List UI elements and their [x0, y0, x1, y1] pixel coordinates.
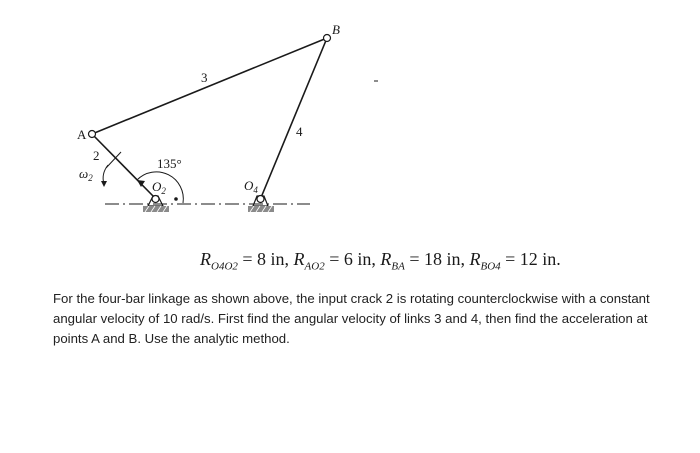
joint-b: [324, 35, 331, 42]
label-point-b: B: [332, 22, 340, 37]
equation-subscript: AO2: [304, 260, 325, 273]
label-link-4: 4: [296, 124, 303, 139]
label-angle: 135°: [157, 156, 182, 171]
equation-subscript: BA: [391, 260, 405, 273]
label-omega: $\omega_2$: [79, 166, 93, 183]
link-2: [92, 134, 155, 198]
equation-value: = 12 in.: [500, 249, 561, 269]
link-3: [92, 38, 327, 134]
equation-symbol: R: [469, 249, 481, 269]
label-link-2: 2: [93, 148, 100, 163]
label-pivot-o4: $O_4$: [244, 178, 258, 195]
omega-arrowhead: [101, 181, 107, 187]
omega-rotation-stroke: [106, 152, 121, 168]
equation-term: [380, 249, 470, 273]
equation-subscript: BO4: [480, 260, 501, 273]
equation-symbol: R: [293, 249, 305, 269]
angle-vertex-dot: [174, 197, 178, 201]
joint-a: [89, 131, 96, 138]
equation-term: [200, 249, 294, 273]
equation-symbol: R: [200, 249, 211, 269]
equation-term: [469, 249, 561, 273]
equation-value: = 18 in,: [404, 249, 470, 269]
equation-symbol: R: [380, 249, 392, 269]
label-point-a: A: [77, 127, 87, 142]
problem-statement: For the four-bar linkage as shown above, the input crack 2 is rotating counterclockwise with a constant angular velocity of 10 rad/s. First find the angular velocity of links 3 and 4, then find the acceleration at points A and B. Use the analytic method.: [53, 291, 650, 346]
label-link-3: 3: [201, 70, 208, 85]
equation-value: = 6 in,: [324, 249, 381, 269]
given-dimensions-equation: [200, 249, 680, 273]
label-pivot-o2: $O_2$: [152, 179, 166, 196]
link-4: [260, 38, 327, 200]
equation-term: [293, 249, 381, 273]
equation-value: = 8 in,: [237, 249, 294, 269]
equation-subscript: O4O2: [211, 260, 238, 273]
